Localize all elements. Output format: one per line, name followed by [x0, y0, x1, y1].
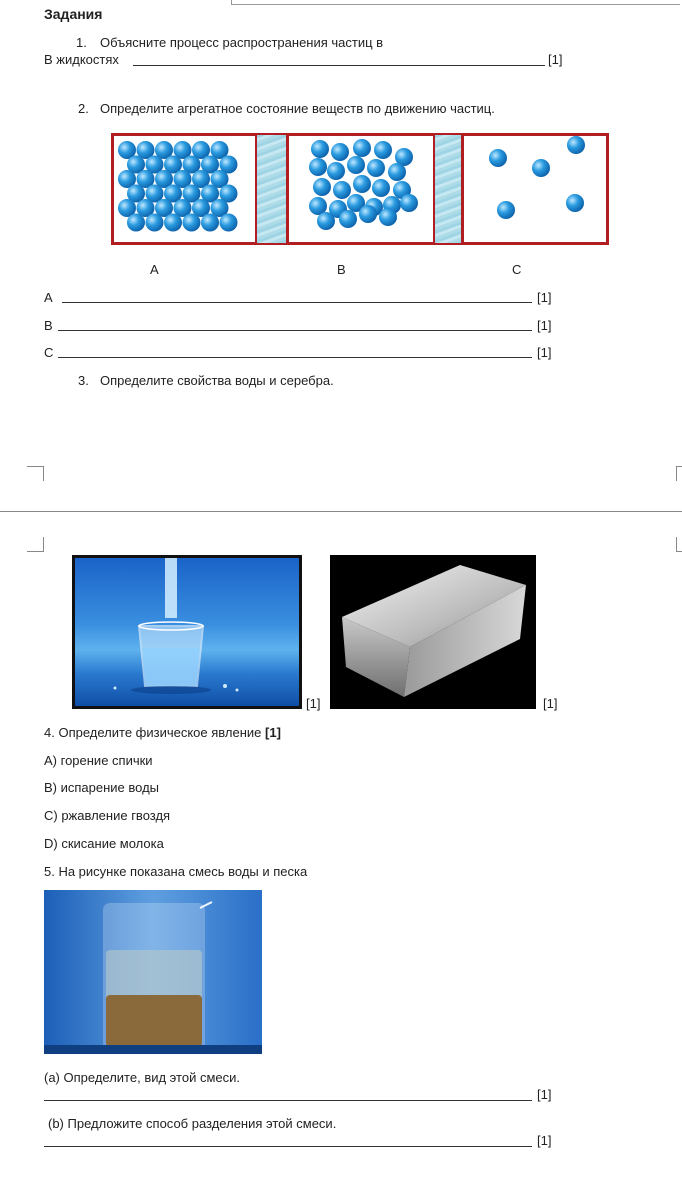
q5-text: 5. На рисунке показана смесь воды и песка: [44, 864, 308, 879]
liquid-particle: [374, 141, 392, 159]
q5b-mark: [1]: [537, 1133, 552, 1148]
liquid-particle: [372, 179, 390, 197]
answer-b-line[interactable]: [58, 330, 532, 331]
liquid-particle: [367, 159, 385, 177]
silver-bar-drawing: [330, 555, 536, 709]
page-corner-br: [676, 466, 682, 481]
answer-a-mark: [1]: [537, 290, 552, 305]
q1-mark: [1]: [548, 52, 563, 67]
q2-text: Определите агрегатное состояние веществ по движению частиц.: [100, 101, 495, 116]
liquid-particle: [333, 181, 351, 199]
answer-a-line[interactable]: [62, 302, 532, 303]
liquid-particle: [388, 163, 406, 181]
beaker-drawing: [44, 890, 262, 1054]
liquid-particle: [347, 156, 365, 174]
liquid-particle: [317, 212, 335, 230]
q4-mark: [1]: [265, 725, 281, 740]
gas-particle: [567, 136, 585, 154]
q1-text: Объясните процесс распространения частиц в: [100, 35, 384, 50]
answer-c-label: С: [44, 345, 54, 360]
solid-particle: [201, 214, 219, 232]
q4-option-b[interactable]: B) испарение воды: [44, 780, 160, 795]
gas-particle: [497, 201, 515, 219]
q1-line2: В жидкостях: [44, 52, 119, 67]
solid-particle: [146, 214, 164, 232]
page-corner-tl: [27, 537, 44, 552]
q5a-mark: [1]: [537, 1087, 552, 1102]
water-glass-image: [72, 555, 302, 709]
q1-number: 1.: [76, 35, 87, 50]
q5b-answer-line[interactable]: [44, 1146, 532, 1147]
q4-option-d[interactable]: D) скисание молока: [44, 836, 164, 851]
section-heading: Задания: [44, 6, 103, 22]
solid-particle: [220, 214, 238, 232]
gas-particle: [489, 149, 507, 167]
answer-c-mark: [1]: [537, 345, 552, 360]
answer-b-mark: [1]: [537, 318, 552, 333]
water-mark: [1]: [306, 696, 321, 711]
answer-b-label: В: [44, 318, 53, 333]
q4-question: 4. Определите физическое явление: [44, 725, 262, 740]
silver-mark: [1]: [543, 696, 558, 711]
beaker-image: [44, 890, 262, 1054]
q3-number: 3.: [78, 373, 89, 388]
answer-c-line[interactable]: [58, 357, 532, 358]
diagram-label-b: В: [337, 262, 346, 277]
page-corner-tr: [676, 537, 682, 552]
silver-bar-image: [330, 555, 536, 709]
diagram-label-a: А: [150, 262, 159, 277]
page-break: [0, 511, 682, 512]
q2-number: 2.: [78, 101, 89, 116]
liquid-particle: [313, 178, 331, 196]
liquid-particle: [353, 139, 371, 157]
q4-option-c[interactable]: C) ржавление гвоздя: [44, 808, 171, 823]
q5b-text: (b) Предложите способ разделения этой смеси.: [48, 1116, 337, 1131]
diagram-label-c: С: [512, 262, 522, 277]
particles-layer: [0, 0, 682, 260]
solid-particle: [164, 214, 182, 232]
q5a-text: (a) Определите, вид этой смеси.: [44, 1070, 240, 1085]
water-glass-drawing: [75, 558, 299, 706]
gas-particle: [566, 194, 584, 212]
liquid-particle: [359, 205, 377, 223]
q4-text: [44, 725, 281, 741]
solid-particle: [183, 214, 201, 232]
answer-a-label: А: [44, 290, 53, 305]
liquid-particle: [400, 194, 418, 212]
liquid-particle: [331, 143, 349, 161]
q4-option-a[interactable]: A) горение спички: [44, 753, 153, 768]
liquid-particle: [379, 208, 397, 226]
liquid-particle: [339, 210, 357, 228]
q3-text: Определите свойства воды и серебра.: [100, 373, 334, 388]
liquid-particle: [327, 162, 345, 180]
liquid-particle: [353, 175, 371, 193]
liquid-particle: [309, 158, 327, 176]
liquid-particle: [311, 140, 329, 158]
q5a-answer-line[interactable]: [44, 1100, 532, 1101]
page-corner-bl: [27, 466, 44, 481]
gas-particle: [532, 159, 550, 177]
solid-particle: [127, 214, 145, 232]
